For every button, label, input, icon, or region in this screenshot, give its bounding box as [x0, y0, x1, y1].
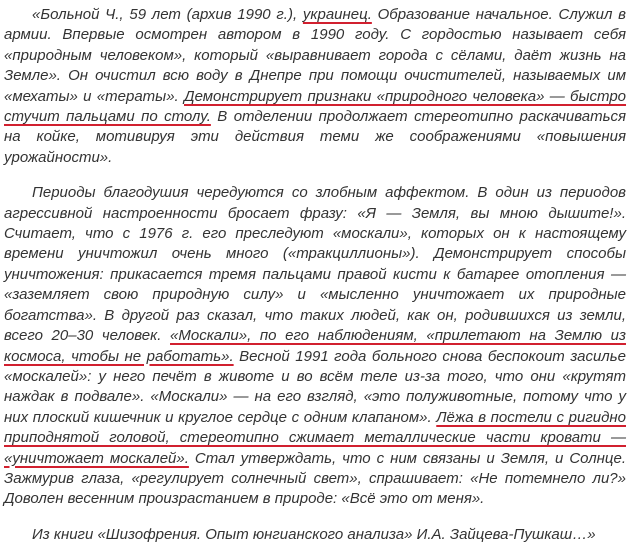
- text-span: «Больной Ч., 59 лет (архив 1990 г.),: [32, 6, 303, 23]
- highlighted-phrase: «Москали», по его наблюдениям, «прилетают на Землю из космоса, чтобы не работать».: [4, 327, 626, 365]
- highlighted-phrase: Демонстрирует признаки «природного человека» — быстро стучит пальцами по столу.: [4, 87, 627, 126]
- highlighted-phrase: украинец.: [302, 6, 372, 23]
- highlighted-phrase: Лёжа в постели с ригидно приподнятой головой, стереотипно сжимает металлические части кровати — «уничтожает москалей».: [4, 408, 626, 467]
- text-span: Весной 1991 года больного снова беспокоит засилье «москалей»: у него печёт в животе и во всём теле из-за того, что они «крутят наждак в подвале». «Москали» — на его взгляд, «это полуживотные, потому что у них плоский кишечник и круглое сердце с одним клапаном».: [4, 347, 626, 426]
- text-span: Образование начальное. Служил в армии. Впервые осмотрен автором в 1990 году. С гордостью называет себя «природным человеком», который «выравнивает города с сёлами, даёт жизнь на Земле». Он очистил всю воду в Днепре при помощи очистителей, называемых им «мехаты» и «тераты».: [4, 6, 626, 105]
- case-paragraph-1: [4, 5, 626, 168]
- source-citation: Из книги «Шизофрения. Опыт юнгианского анализа» И.А. Зайцева-Пушкаш…»: [32, 525, 596, 543]
- text-span: Периоды благодушия чередуются со злобным аффектом. В один из периодов агрессивной настроенности бросает фразу: «Я — Земля, вы мною дышите!». Считает, что с 1976 г. его преследуют «москали», которых он к настоящему времени уничтожил очень много («тракциллионы»). Демонстрирует способы уничтожения: прикасается тремя пальцами правой кисти к батарее отопления — «заземляет свою природную силу» и «мысленно уничтожает их природные богатства». В другой раз сказал, что таких людей, как он, родившихся из земли, всего 20–30 человек.: [4, 184, 626, 345]
- case-paragraph-2: [4, 183, 626, 510]
- text-span: В отделении продолжает стереотипно раскачиваться на койке, мотивируя эти действия теми же соображениями «повышения урожайности».: [4, 108, 626, 166]
- text-span: Стал утверждать, что с ним связаны и Земля, и Солнце. Зажмурив глаза, «регулирует солнечный свет», спрашивает: «Не потемнело ли?» Доволен весенним произрастанием в природе: «Всё это от меня».: [4, 449, 626, 508]
